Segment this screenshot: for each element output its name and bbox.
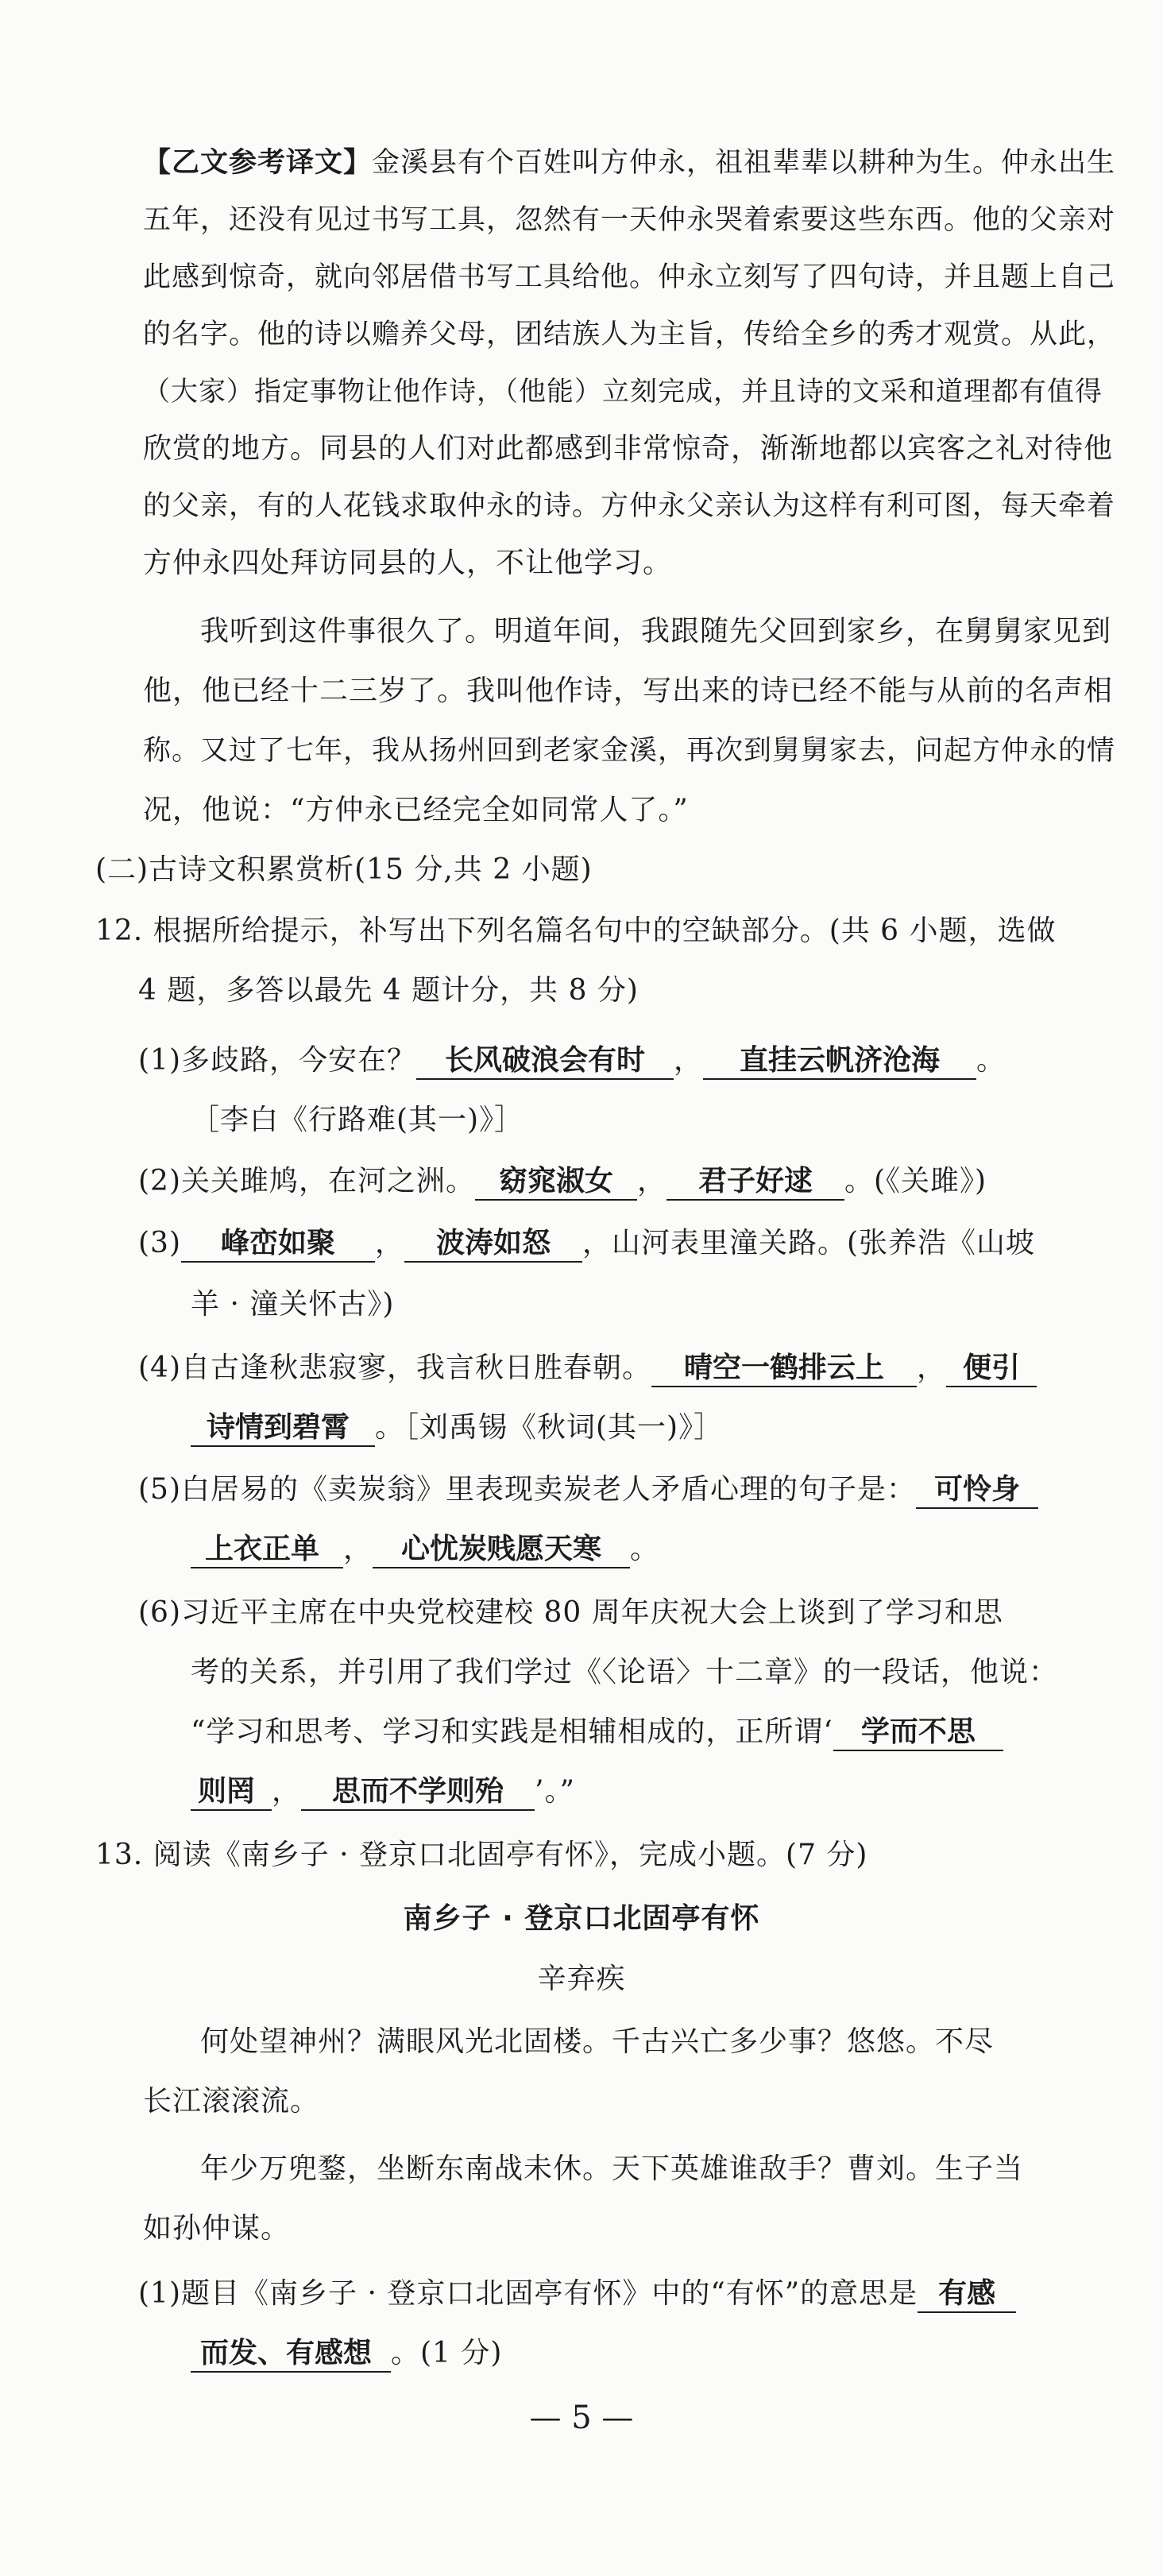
poem-line-2: 长江滚滚流。 [143, 2085, 320, 2118]
q12-5-answer-a-part2: 上衣正单 [191, 1532, 343, 1568]
q12-6-answer-a-part2: 则罔 [191, 1774, 272, 1811]
q12-3-answer-a: 峰峦如聚 [181, 1226, 375, 1263]
translation-line-5: （大家）指定事物让他作诗，（他能）立刻完成，并且诗的文采和道理都有值得 [143, 376, 1103, 408]
q12-4-answer-b-part1: 便引 [946, 1351, 1037, 1387]
translation-line-2: 五年，还没有见过书写工具，忽然有一天仲永哭着索要这些东西。他的父亲对 [143, 204, 1116, 236]
q12-item-6-line-3 [191, 1712, 1003, 1752]
poem-line-4: 如孙仲谋。 [143, 2212, 291, 2245]
q12-stem-1: 12. 根据所给提示，补写出下列名篇名句中的空缺部分。(共 6 小题，选做 [95, 915, 1057, 947]
translation-heading: 【乙文参考译文】 [143, 146, 373, 179]
translation-line-4: 的名字。他的诗以赡养父母，团结族人为主旨，传给全乡的秀才观赏。从此， [143, 319, 1116, 350]
q13-1-answer-part2: 而发、有感想 [191, 2336, 391, 2373]
translation-line-8: 方仲永四处拜访同县的人，不让他学习。 [143, 547, 673, 579]
q12-3-answer-b: 波涛如怒 [404, 1226, 582, 1263]
q12-3-post-line-2: 羊 · 潼关怀古》) [191, 1288, 395, 1321]
q12-item-1: (1)多歧路，今安在？ 长风破浪会有时 ， 直挂云帆济沧海 。 [138, 1041, 1006, 1081]
q13-1-points: 。(1 分) [391, 2337, 503, 2369]
poem-line-1: 何处望神州？满眼风光北固楼。千古兴亡多少事？悠悠。不尽 [200, 2025, 995, 2058]
q12-3-number: (3) [138, 1227, 181, 1259]
q12-item-6-line-4: 则罔 ， 思而不学则殆 ’。” [191, 1772, 575, 1812]
q12-item-6-line-2: 考的关系，并引用了我们学过《〈论语〉十二章》的一段话，他说： [191, 1656, 1059, 1688]
translation-line-6: 欣赏的地方。同县的人们对此都感到非常惊奇，渐渐地都以宾客之礼对待他 [143, 432, 1114, 465]
poem-line-3: 年少万兜鍪，坐断东南战未休。天下英雄谁敌手？曹刘。生子当 [200, 2152, 1024, 2185]
q12-5-answer-b: 心忧炭贱愿天寒 [373, 1532, 630, 1568]
poem-title: 南乡子 · 登京口北固亭有怀 [403, 1902, 760, 1935]
q12-stem-2: 4 题，多答以最先 4 题计分，共 8 分) [138, 974, 639, 1007]
q12-1-answer-a: 长风破浪会有时 [416, 1043, 674, 1080]
q12-4-answer-a: 晴空一鹤排云上 [651, 1351, 917, 1387]
q12-5-answer-a-part1: 可怜身 [916, 1472, 1038, 1509]
q12-4-prompt: (4)自古逢秋悲寂寥，我言秋日胜春朝。 [138, 1352, 651, 1384]
q12-2-prompt: (2)关关雎鸠，在河之洲。 [138, 1165, 475, 1197]
q12-4-answer-b-part2: 诗情到碧霄 [191, 1410, 375, 1447]
q12-5-prompt: (5)白居易的《卖炭翁》里表现卖炭老人矛盾心理的句子是： [138, 1473, 916, 1506]
q12-6-quote-lead: “学习和思考、学习和实践是相辅相成的，正所谓‘ [191, 1715, 833, 1748]
q13-sub-1 [138, 2274, 1016, 2314]
q12-item-6-line-1: (6)习近平主席在中央党校建校 80 周年庆祝大会上谈到了学习和思 [138, 1596, 1003, 1629]
q12-1-source: ［李白《行路难(其一)》］ [191, 1104, 524, 1136]
translation-line-1 [143, 143, 1115, 183]
q12-6-answer-b: 思而不学则殆 [301, 1774, 535, 1811]
q12-item-5 [138, 1470, 1038, 1510]
q12-6-answer-a-part1: 学而不思 [833, 1715, 1003, 1751]
q13-1-prompt: (1)题目《南乡子 · 登京口北固亭有怀》中的“有怀”的意思是 [138, 2277, 918, 2310]
q12-2-answer-a: 窈窕淑女 [475, 1164, 637, 1201]
translation-line-12: 况，他说：“方仲永已经完全如同常人了。” [143, 794, 689, 826]
q12-1-prompt: (1)多歧路，今安在？ [138, 1044, 416, 1077]
poem-author: 辛弃疾 [537, 1963, 626, 1995]
q12-1-answer-b: 直挂云帆济沧海 [703, 1043, 976, 1080]
page-number: — 5 — [529, 2400, 634, 2436]
q12-4-line-2 [191, 1408, 723, 1448]
q12-3-post: ，山河表里潼关路。(张养浩《山坡 [582, 1227, 1036, 1259]
q12-item-3: (3) 峰峦如聚 ， 波涛如怒 ，山河表里潼关路。(张养浩《山坡 [138, 1224, 1035, 1263]
q12-2-answer-b: 君子好逑 [667, 1164, 844, 1201]
translation-line-10: 他，他已经十二三岁了。我叫他作诗，写出来的诗已经不能与从前的名声相 [143, 675, 1114, 707]
translation-line-7: 的父亲，有的人花钱求取仲永的诗。方仲永父亲认为这样有利可图，每天牵着 [143, 490, 1116, 522]
q13-sub-1-line-2 [191, 2334, 502, 2373]
q12-5-line-2: 上衣正单 ， 心忧炭贱愿天寒 。 [191, 1530, 659, 1569]
translation-line-3: 此感到惊奇，就向邻居借书写工具给他。仲永立刻写了四句诗，并且题上自己 [143, 261, 1116, 293]
q12-item-2: (2)关关雎鸠，在河之洲。 窈窕淑女 ， 君子好逑 。(《关雎》) [138, 1162, 987, 1201]
translation-line-9: 我听到这件事很久了。明道年间，我跟随先父回到家乡，在舅舅家见到 [200, 615, 1112, 648]
q12-item-4: (4)自古逢秋悲寂寥，我言秋日胜春朝。 晴空一鹤排云上 ， 便引 [138, 1348, 1037, 1388]
translation-text: 金溪县有个百姓叫方仲永，祖祖辈辈以耕种为生。仲永出生 [372, 147, 1116, 179]
q12-4-source: 。［刘禹锡《秋词(其一)》］ [375, 1411, 724, 1444]
q12-6-end: ’。” [535, 1775, 575, 1808]
q13-1-answer-part1: 有感 [918, 2276, 1016, 2313]
q13-stem: 13. 阅读《南乡子 · 登京口北固亭有怀》，完成小题。(7 分) [95, 1839, 868, 1871]
section-heading: (二)古诗文积累赏析(15 分,共 2 小题) [95, 853, 593, 886]
translation-line-11: 称。又过了七年，我从扬州回到老家金溪，再次到舅舅家去，问起方仲永的情 [143, 735, 1116, 767]
q12-2-source: 。(《关雎》) [844, 1165, 987, 1197]
